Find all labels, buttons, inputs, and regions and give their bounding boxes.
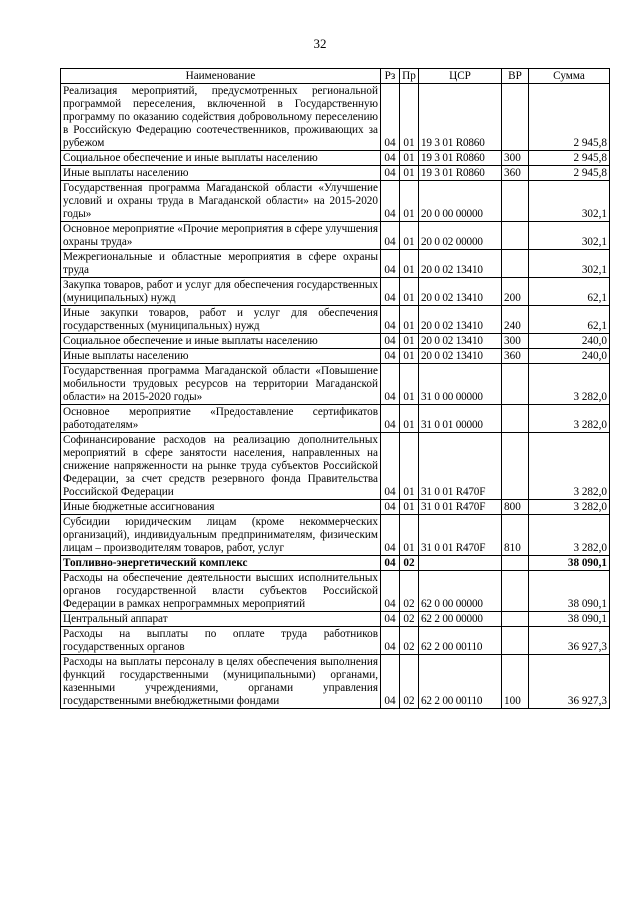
row-pr-cell: 01 — [400, 278, 419, 306]
header-pr: Пр — [400, 69, 419, 84]
row-rz-cell: 04 — [381, 166, 400, 181]
row-name-cell: Иные закупки товаров, работ и услуг для обеспечения государственных (муниципальных) нужд — [61, 306, 381, 334]
table-row — [61, 278, 610, 306]
row-pr-cell: 01 — [400, 306, 419, 334]
row-vr-cell: 100 — [502, 655, 529, 709]
row-vr-cell — [502, 250, 529, 278]
row-name-cell: Государственная программа Магаданской области «Повышение мобильности трудовых ресурсов на территории Магаданской области» на 2015-2020 годы» — [61, 364, 381, 405]
row-rz-cell: 04 — [381, 627, 400, 655]
row-rz-cell: 04 — [381, 250, 400, 278]
row-pr-cell: 02 — [400, 612, 419, 627]
row-vr-cell — [502, 405, 529, 433]
row-vr-cell — [502, 627, 529, 655]
row-name-cell: Закупка товаров, работ и услуг для обеспечения государственных (муниципальных) нужд — [61, 278, 381, 306]
header-name: Наименование — [61, 69, 381, 84]
row-name-cell: Иные выплаты населению — [61, 349, 381, 364]
header-vr: ВР — [502, 69, 529, 84]
header-csr: ЦСР — [419, 69, 502, 84]
row-name-cell: Софинансирование расходов на реализацию дополнительных мероприятий в сфере занятости населения, направленных на снижение напряженности на рынке труда субъектов Российской Федерации, за счет средств резервного фонда Правительства Российской Федерации — [61, 433, 381, 500]
row-sum-cell: 2 945,8 — [529, 166, 610, 181]
row-pr-cell: 01 — [400, 181, 419, 222]
table-body — [61, 84, 610, 709]
row-vr-cell: 360 — [502, 349, 529, 364]
row-sum-cell: 38 090,1 — [529, 571, 610, 612]
row-csr-cell: 19 3 01 R0860 — [419, 151, 502, 166]
row-csr-cell: 62 2 00 00000 — [419, 612, 502, 627]
table-row — [61, 571, 610, 612]
row-vr-cell: 300 — [502, 334, 529, 349]
table-row — [61, 222, 610, 250]
row-vr-cell — [502, 84, 529, 151]
row-name-cell: Основное мероприятие «Предоставление сертификатов работодателям» — [61, 405, 381, 433]
row-rz-cell: 04 — [381, 515, 400, 556]
row-pr-cell: 01 — [400, 433, 419, 500]
row-pr-cell: 01 — [400, 334, 419, 349]
row-sum-cell: 36 927,3 — [529, 627, 610, 655]
row-rz-cell: 04 — [381, 181, 400, 222]
row-vr-cell — [502, 612, 529, 627]
row-sum-cell: 302,1 — [529, 181, 610, 222]
row-sum-cell: 36 927,3 — [529, 655, 610, 709]
page-number: 32 — [313, 36, 327, 51]
row-pr-cell: 01 — [400, 166, 419, 181]
row-name-cell: Государственная программа Магаданской области «Улучшение условий и охраны труда в Магаданской области» на 2015-2020 годы» — [61, 181, 381, 222]
row-name-cell: Иные бюджетные ассигнования — [61, 500, 381, 515]
row-name-cell: Расходы на выплаты по оплате труда работников государственных органов — [61, 627, 381, 655]
row-name-cell: Иные выплаты населению — [61, 166, 381, 181]
row-name-cell: Социальное обеспечение и иные выплаты населению — [61, 151, 381, 166]
row-pr-cell: 01 — [400, 405, 419, 433]
table-row — [61, 655, 610, 709]
row-pr-cell: 01 — [400, 500, 419, 515]
row-pr-cell: 01 — [400, 151, 419, 166]
row-pr-cell: 02 — [400, 571, 419, 612]
row-vr-cell: 300 — [502, 151, 529, 166]
row-vr-cell: 810 — [502, 515, 529, 556]
budget-table — [60, 68, 610, 709]
row-pr-cell: 02 — [400, 655, 419, 709]
row-csr-cell: 31 0 01 00000 — [419, 405, 502, 433]
row-vr-cell: 360 — [502, 166, 529, 181]
table-row — [61, 433, 610, 500]
row-rz-cell: 04 — [381, 278, 400, 306]
row-sum-cell: 2 945,8 — [529, 84, 610, 151]
row-rz-cell: 04 — [381, 500, 400, 515]
row-vr-cell: 240 — [502, 306, 529, 334]
row-name-cell: Основное мероприятие «Прочие мероприятия в сфере улучшения охраны труда» — [61, 222, 381, 250]
row-rz-cell: 04 — [381, 306, 400, 334]
table-row — [61, 612, 610, 627]
row-sum-cell: 3 282,0 — [529, 500, 610, 515]
row-pr-cell: 01 — [400, 84, 419, 151]
row-csr-cell: 20 0 02 13410 — [419, 250, 502, 278]
row-name-cell: Топливно-энергетический комплекс — [61, 556, 381, 571]
row-sum-cell: 3 282,0 — [529, 515, 610, 556]
row-vr-cell — [502, 222, 529, 250]
table-row — [61, 515, 610, 556]
row-rz-cell: 04 — [381, 364, 400, 405]
row-rz-cell: 04 — [381, 334, 400, 349]
row-csr-cell: 62 2 00 00110 — [419, 627, 502, 655]
row-csr-cell: 62 2 00 00110 — [419, 655, 502, 709]
row-name-cell: Центральный аппарат — [61, 612, 381, 627]
row-rz-cell: 04 — [381, 84, 400, 151]
table-row — [61, 334, 610, 349]
row-csr-cell: 20 0 02 13410 — [419, 349, 502, 364]
row-rz-cell: 04 — [381, 349, 400, 364]
row-csr-cell: 31 0 01 R470F — [419, 433, 502, 500]
row-csr-cell: 31 0 01 R470F — [419, 515, 502, 556]
table-row — [61, 364, 610, 405]
row-csr-cell: 31 0 01 R470F — [419, 500, 502, 515]
row-vr-cell — [502, 556, 529, 571]
table-row — [61, 166, 610, 181]
row-sum-cell: 62,1 — [529, 306, 610, 334]
row-rz-cell: 04 — [381, 222, 400, 250]
row-csr-cell: 20 0 02 00000 — [419, 222, 502, 250]
table-row — [61, 556, 610, 571]
row-csr-cell: 20 0 02 13410 — [419, 334, 502, 349]
row-sum-cell: 240,0 — [529, 349, 610, 364]
row-sum-cell: 302,1 — [529, 250, 610, 278]
row-sum-cell: 62,1 — [529, 278, 610, 306]
row-name-cell: Расходы на обеспечение деятельности высших исполнительных органов государственной власти субъектов Российской Федерации в рамках непрограммных мероприятий — [61, 571, 381, 612]
row-pr-cell: 01 — [400, 222, 419, 250]
row-rz-cell: 04 — [381, 433, 400, 500]
table-row — [61, 250, 610, 278]
row-sum-cell: 3 282,0 — [529, 405, 610, 433]
table-row — [61, 84, 610, 151]
row-name-cell: Межрегиональные и областные мероприятия в сфере охраны труда — [61, 250, 381, 278]
row-pr-cell: 01 — [400, 349, 419, 364]
table-row — [61, 627, 610, 655]
row-csr-cell: 20 0 02 13410 — [419, 306, 502, 334]
row-pr-cell: 01 — [400, 250, 419, 278]
table-row — [61, 181, 610, 222]
row-csr-cell: 20 0 00 00000 — [419, 181, 502, 222]
row-rz-cell: 04 — [381, 151, 400, 166]
table-row — [61, 349, 610, 364]
row-name-cell: Реализация мероприятий, предусмотренных региональной программой переселения, включенной в Государственную программу по оказанию содействия добровольному переселению в Российскую Федерацию соотечественников, проживающих за рубежом — [61, 84, 381, 151]
row-sum-cell: 302,1 — [529, 222, 610, 250]
row-vr-cell — [502, 181, 529, 222]
table-header-row — [61, 69, 610, 84]
row-pr-cell: 02 — [400, 556, 419, 571]
row-vr-cell — [502, 433, 529, 500]
row-vr-cell — [502, 571, 529, 612]
row-rz-cell: 04 — [381, 405, 400, 433]
row-rz-cell: 04 — [381, 612, 400, 627]
row-rz-cell: 04 — [381, 571, 400, 612]
row-rz-cell: 04 — [381, 655, 400, 709]
table-row — [61, 500, 610, 515]
row-vr-cell: 200 — [502, 278, 529, 306]
row-sum-cell: 38 090,1 — [529, 612, 610, 627]
row-name-cell: Расходы на выплаты персоналу в целях обеспечения выполнения функций государственными (муниципальными) органами, казенными учреждениями, органами управления государственными внебюджетными фондами — [61, 655, 381, 709]
table-row — [61, 151, 610, 166]
table-row — [61, 306, 610, 334]
row-vr-cell — [502, 364, 529, 405]
row-pr-cell: 01 — [400, 364, 419, 405]
row-csr-cell: 62 0 00 00000 — [419, 571, 502, 612]
row-pr-cell: 02 — [400, 627, 419, 655]
header-rz: Рз — [381, 69, 400, 84]
row-csr-cell: 31 0 00 00000 — [419, 364, 502, 405]
row-csr-cell: 20 0 02 13410 — [419, 278, 502, 306]
row-sum-cell: 3 282,0 — [529, 364, 610, 405]
row-pr-cell: 01 — [400, 515, 419, 556]
row-csr-cell: 19 3 01 R0860 — [419, 84, 502, 151]
row-csr-cell — [419, 556, 502, 571]
row-sum-cell: 3 282,0 — [529, 433, 610, 500]
row-name-cell: Социальное обеспечение и иные выплаты населению — [61, 334, 381, 349]
row-vr-cell: 800 — [502, 500, 529, 515]
row-sum-cell: 38 090,1 — [529, 556, 610, 571]
row-sum-cell: 240,0 — [529, 334, 610, 349]
header-sum: Сумма — [529, 69, 610, 84]
row-sum-cell: 2 945,8 — [529, 151, 610, 166]
row-rz-cell: 04 — [381, 556, 400, 571]
row-name-cell: Субсидии юридическим лицам (кроме некоммерческих организаций), индивидуальным предпринимателям, физическим лицам – производителям товаров, работ, услуг — [61, 515, 381, 556]
row-csr-cell: 19 3 01 R0860 — [419, 166, 502, 181]
table-row — [61, 405, 610, 433]
